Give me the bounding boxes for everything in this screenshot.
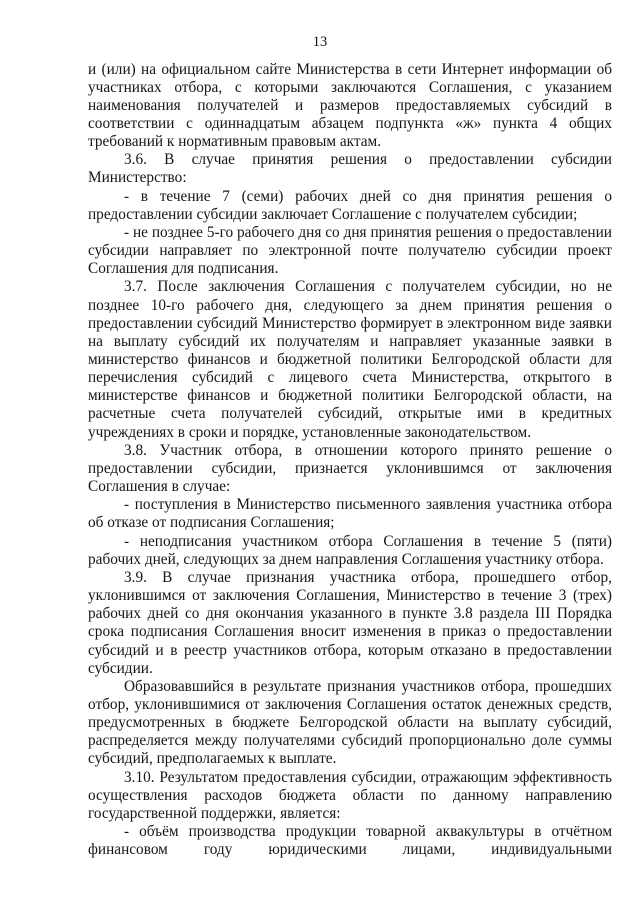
paragraph-3-6-item-2: - не позднее 5-го рабочего дня со дня принятия решения о предоставлении субсидии направляет по электронной почте получателю субсидии проект Соглашения для подписания. (88, 223, 612, 278)
paragraph-3-10: 3.10. Результатом предоставления субсидии, отражающим эффективность осуществления расходов бюджета области по данному направлению государственной поддержки, является: (88, 768, 612, 822)
page-number: 13 (312, 34, 328, 50)
paragraph-3-10-item-1: - объём производства продукции товарной аквакультуры в отчётном финансовом году юридическими лицами, индивидуальными (88, 823, 612, 859)
paragraph-3-6-item-1: - в течение 7 (семи) рабочих дней со дня принятия решения о предоставлении субсидии заключает Соглашение с получателем субсидии; (88, 187, 612, 223)
document-body (88, 61, 612, 860)
paragraph-remainder-distribution: Образовавшийся в результате признания участников отбора, прошедших отбор, уклонившимися от заключения Соглашения остаток денежных средств, предусмотренных в бюджете Белгородской области на выплату субсидий, распределяется между получателями субсидий пропорционально доле суммы субсидий, предполагаемых к выплате. (88, 677, 612, 768)
paragraph-3-7: 3.7. После заключения Соглашения с получателем субсидии, но не позднее 10-го рабочего дня, следующего за днем принятия решения о предоставлении субсидий Министерство формирует в электронном виде заявки на выплату субсидий их получателям и направляет указанные заявки в министерство финансов и бюджетной политики Белгородской области для перечисления субсидий с лицевого счета Министерства, открытого в министерстве финансов и бюджетной политики Белгородской области, на расчетные счета получателей субсидий, открытые ими в кредитных учреждениях в сроки и порядке, установленные законодательством. (88, 278, 612, 441)
paragraph-3-8-item-2: - неподписания участником отбора Соглашения в течение 5 (пяти) рабочих дней, следующих за днем направления Соглашения участнику отбора. (88, 532, 612, 568)
paragraph-3-8: 3.8. Участник отбора, в отношении которого принято решение о предоставлении субсидии, признается уклонившимся от заключения Соглашения в случае: (88, 441, 612, 496)
paragraph-3-6: 3.6. В случае принятия решения о предоставлении субсидии Министерство: (88, 151, 612, 187)
paragraph-publication-info: и (или) на официальном сайте Министерства в сети Интернет информации об участниках отбора, с которыми заключаются Соглашения, с указанием наименования получателей и размеров предоставляемых субсидий в соответствии с одиннадцатым абзацем подпункта «ж» пункта 4 общих требований к нормативным правовым актам. (88, 60, 612, 151)
paragraph-3-8-item-1: - поступления в Министерство письменного заявления участника отбора об отказе от подписания Соглашения; (88, 496, 612, 532)
paragraph-3-9: 3.9. В случае признания участника отбора, прошедшего отбор, уклонившимся от заключения Соглашения, Министерство в течение 3 (трех) рабочих дней со дня окончания указанного в пункте 3.8 раздела III Порядка срока подписания Соглашения вносит изменения в приказ о предоставлении субсидий и в реестр участников отбора, которым отказано в предоставлении субсидии. (88, 568, 612, 677)
